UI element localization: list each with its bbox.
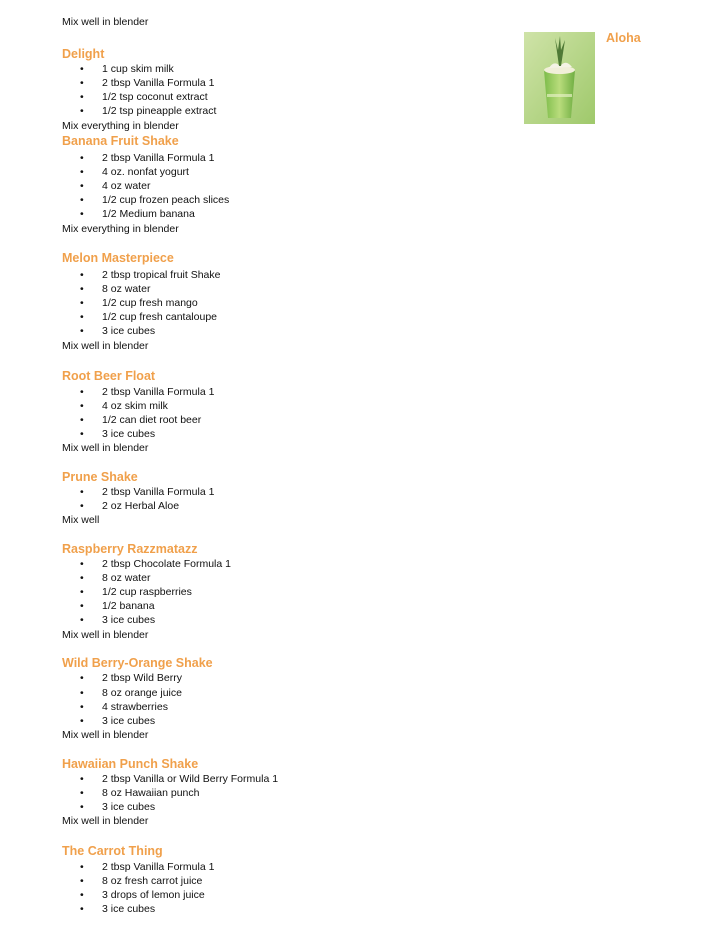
recipe-title: Melon Masterpiece [62,251,174,265]
bullet-icon: • [80,386,84,398]
recipe-instruction: Mix well in blender [62,442,149,454]
bullet-icon: • [80,180,84,192]
bullet-icon: • [80,614,84,626]
ingredient: 4 oz. nonfat yogurt [102,166,189,178]
recipe-title: Prune Shake [62,470,138,484]
top-instruction: Mix well in blender [62,16,149,28]
ingredient: 8 oz orange juice [102,687,182,699]
bullet-icon: • [80,773,84,785]
ingredient: 8 oz water [102,283,151,295]
bullet-icon: • [80,166,84,178]
ingredient: 8 oz Hawaiian punch [102,787,200,799]
ingredient: 4 oz skim milk [102,400,168,412]
ingredient: 3 ice cubes [102,801,156,813]
bullet-icon: • [80,283,84,295]
bullet-icon: • [80,715,84,727]
bullet-icon: • [80,500,84,512]
ingredient: 2 oz Herbal Aloe [102,500,180,512]
ingredient: 4 oz water [102,180,151,192]
bullet-icon: • [80,297,84,309]
bullet-icon: • [80,311,84,323]
bullet-icon: • [80,77,84,89]
ingredient: 1/2 cup raspberries [102,586,192,598]
bullet-icon: • [80,600,84,612]
bullet-icon: • [80,558,84,570]
ingredient: 1/2 cup fresh mango [102,297,198,309]
bullet-icon: • [80,787,84,799]
bullet-icon: • [80,400,84,412]
ingredient: 2 tbsp Vanilla Formula 1 [102,486,215,498]
ingredient: 2 tbsp Wild Berry [102,672,182,684]
bullet-icon: • [80,194,84,206]
recipe-title: Root Beer Float [62,369,156,383]
bullet-icon: • [80,269,84,281]
recipe-instruction: Mix well in blender [62,729,149,741]
recipe-instruction: Mix well [62,514,100,526]
bullet-icon: • [80,701,84,713]
bullet-icon: • [80,63,84,75]
ingredient: 1/2 cup frozen peach slices [102,194,230,206]
ingredient: 2 tbsp Vanilla Formula 1 [102,77,215,89]
ingredient: 1/2 tsp pineapple extract [102,105,217,117]
bullet-icon: • [80,861,84,873]
bullet-icon: • [80,325,84,337]
bullet-icon: • [80,672,84,684]
ingredient: 3 ice cubes [102,715,156,727]
recipe-title: Wild Berry-Orange Shake [62,656,213,670]
ingredient: 2 tbsp Chocolate Formula 1 [102,558,231,570]
ingredient: 3 ice cubes [102,614,156,626]
ingredient: 8 oz fresh carrot juice [102,875,203,887]
smoothie-glass-image [524,32,595,124]
ingredient: 1/2 tsp coconut extract [102,91,208,103]
ingredient: 4 strawberries [102,701,168,713]
ingredient: 1/2 can diet root beer [102,414,202,426]
ingredient: 1/2 cup fresh cantaloupe [102,311,217,323]
bullet-icon: • [80,572,84,584]
ingredient: 3 ice cubes [102,325,156,337]
bullet-icon: • [80,152,84,164]
bullet-icon: • [80,687,84,699]
ingredient: 1 cup skim milk [102,63,174,75]
ingredient: 3 drops of lemon juice [102,889,205,901]
bullet-icon: • [80,903,84,915]
recipe-instruction: Mix well in blender [62,629,149,641]
bullet-icon: • [80,486,84,498]
aloha-title: Aloha [606,31,641,45]
ingredient: 8 oz water [102,572,151,584]
recipe-instruction: Mix everything in blender [62,120,179,132]
bullet-icon: • [80,801,84,813]
bullet-icon: • [80,105,84,117]
ingredient: 3 ice cubes [102,428,156,440]
ingredient: 2 tbsp Vanilla Formula 1 [102,386,215,398]
ingredient: 2 tbsp Vanilla Formula 1 [102,152,215,164]
ingredient: 1/2 Medium banana [102,208,195,220]
ingredient: 2 tbsp Vanilla Formula 1 [102,861,215,873]
bullet-icon: • [80,889,84,901]
ingredient: 2 tbsp tropical fruit Shake [102,269,221,281]
recipe-title: Hawaiian Punch Shake [62,757,199,771]
bullet-icon: • [80,875,84,887]
recipe-instruction: Mix well in blender [62,340,149,352]
bullet-icon: • [80,428,84,440]
recipe-title: Banana Fruit Shake [62,134,179,148]
bullet-icon: • [80,91,84,103]
ingredient: 3 ice cubes [102,903,156,915]
ingredient: 2 tbsp Vanilla or Wild Berry Formula 1 [102,773,279,785]
recipe-title: The Carrot Thing [62,844,163,858]
bullet-icon: • [80,586,84,598]
ingredient: 1/2 banana [102,600,155,612]
recipe-title: Delight [62,47,105,61]
recipe-instruction: Mix well in blender [62,815,149,827]
bullet-icon: • [80,414,84,426]
bullet-icon: • [80,208,84,220]
recipe-title: Raspberry Razzmatazz [62,542,198,556]
recipe-instruction: Mix everything in blender [62,223,179,235]
